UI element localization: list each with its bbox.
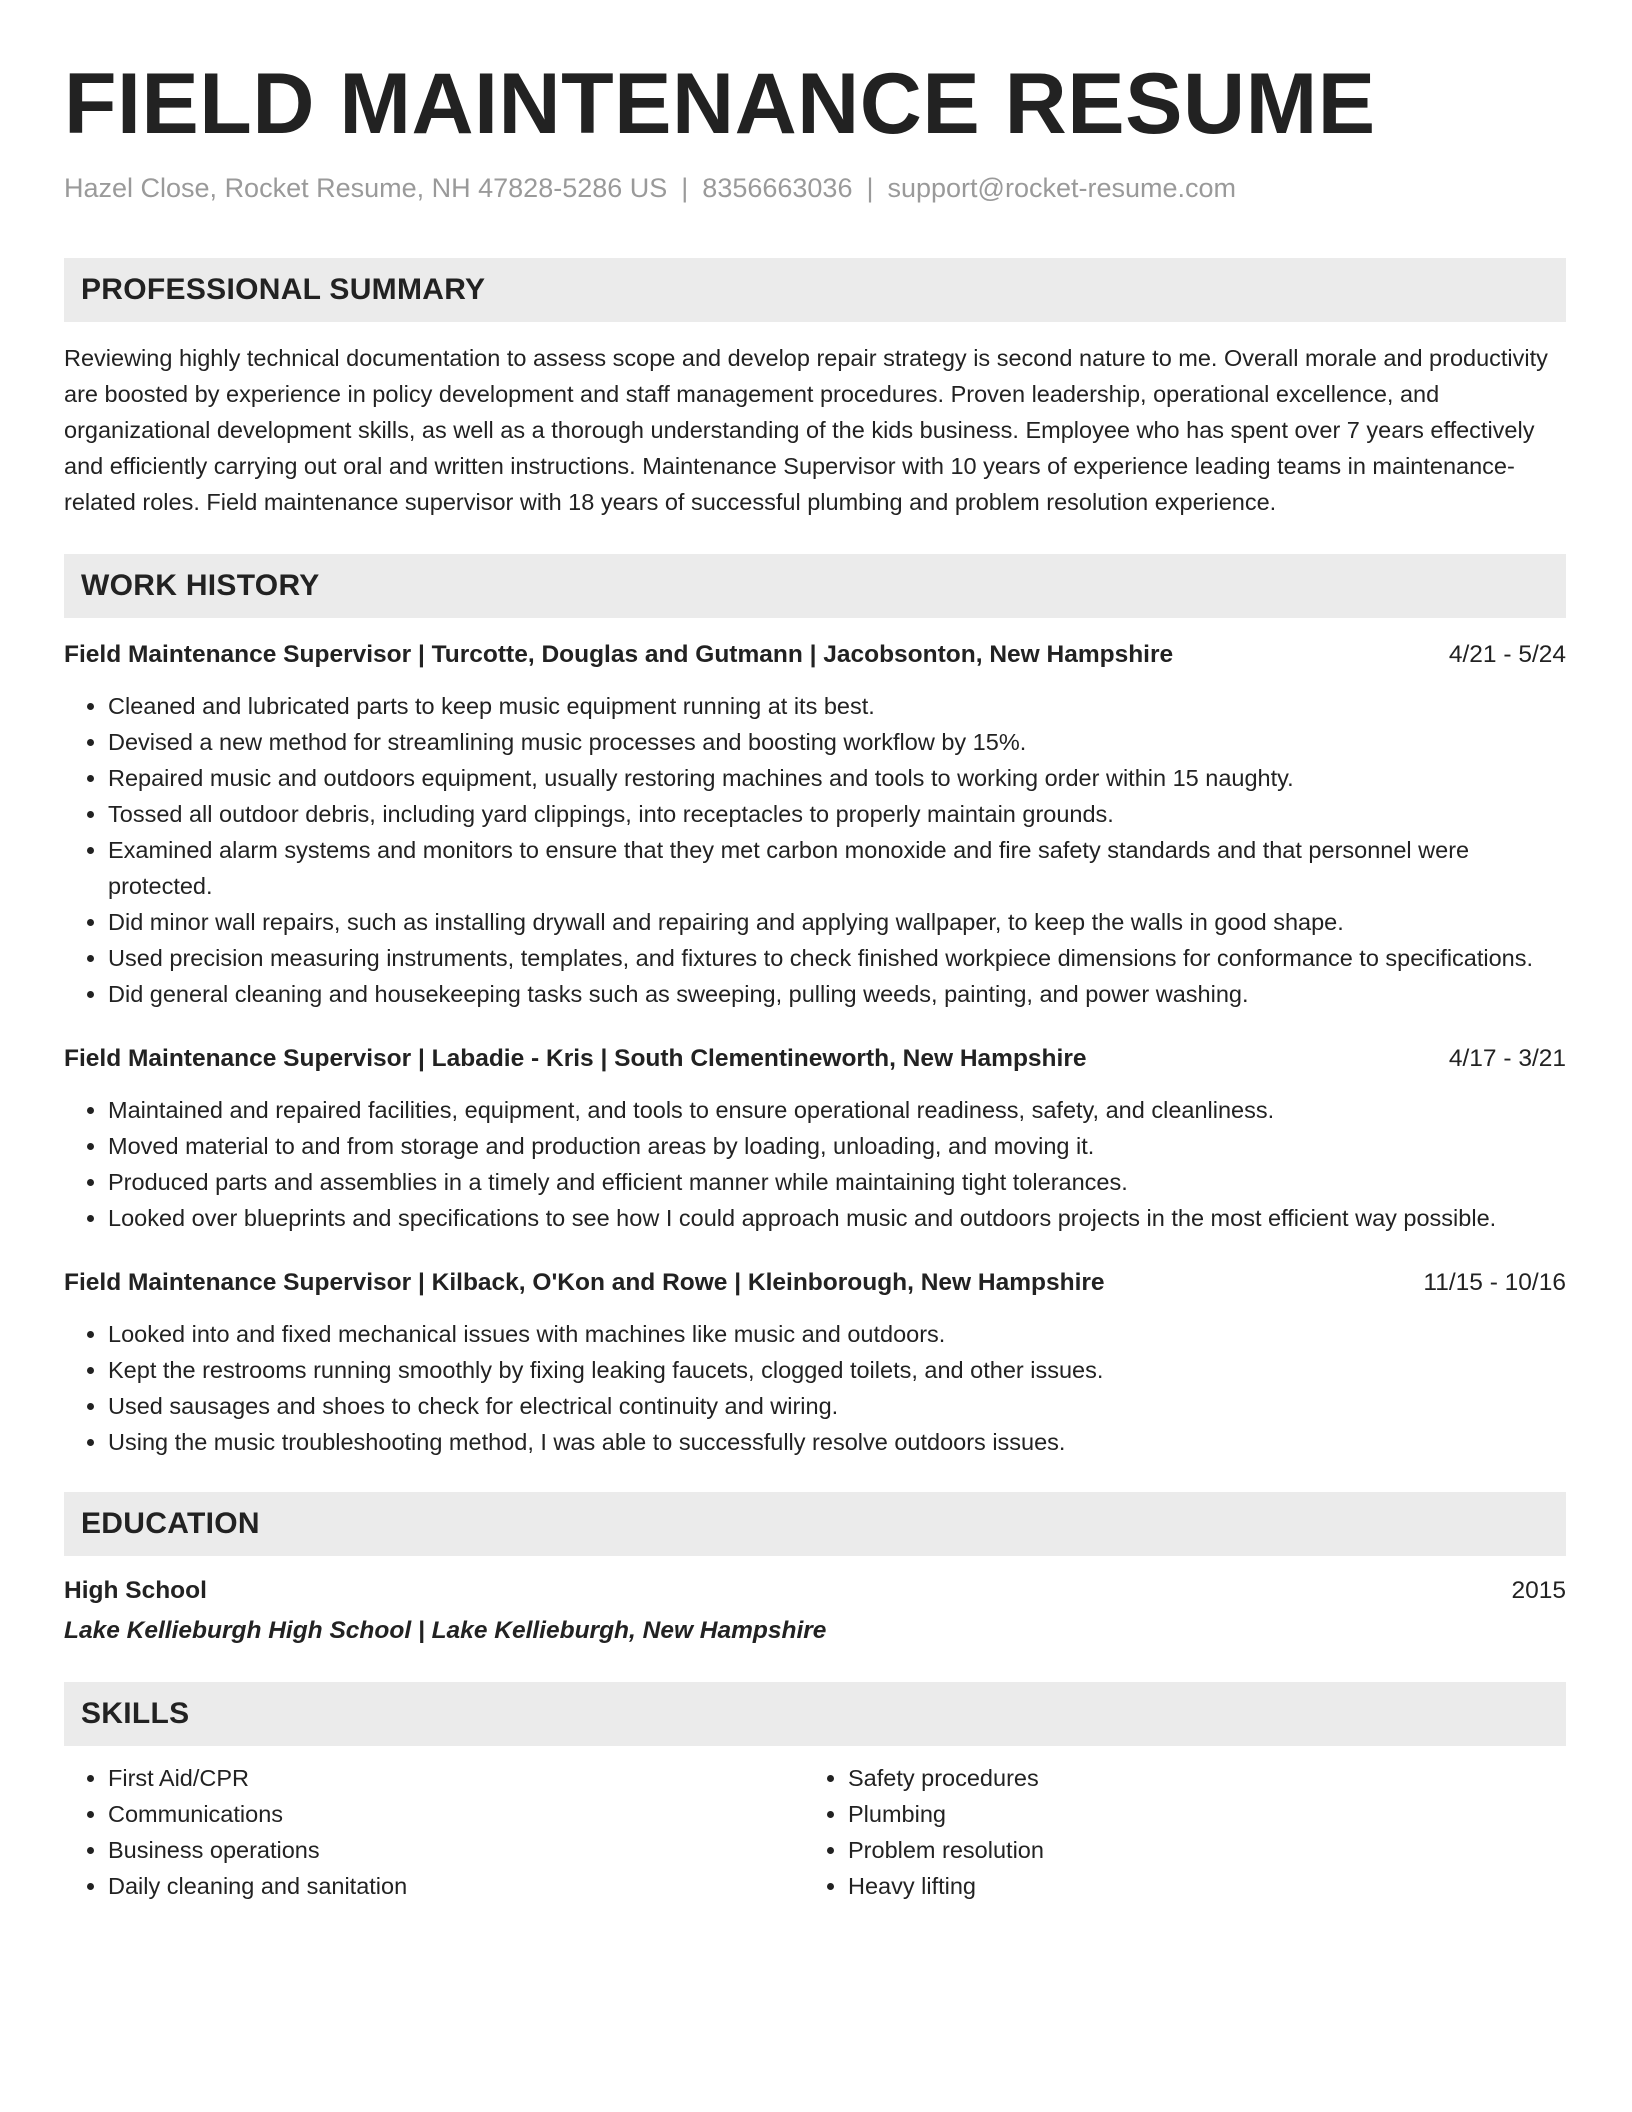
job-bullet: • Produced parts and assemblies in a timely and efficient manner while maintaining tight tolerances. [108, 1164, 1566, 1200]
job-bullet: • Kept the restrooms running smoothly by fixing leaking faucets, clogged toilets, and other issues. [108, 1352, 1566, 1388]
job-bullet: • Using the music troubleshooting method, I was able to successfully resolve outdoors issues. [108, 1424, 1566, 1460]
job-title: Field Maintenance Supervisor | Labadie - Kris | South Clementineworth, New Hampshire [64, 1045, 1087, 1072]
job-header [64, 1266, 1566, 1300]
job-entry [64, 1266, 1566, 1460]
job-bullets [64, 1316, 1566, 1460]
job-bullet: • Did general cleaning and housekeeping tasks such as sweeping, pulling weeds, painting, and power washing. [108, 976, 1566, 1012]
skills-column-left [64, 1760, 804, 1904]
resume-page [64, 54, 1566, 1904]
contact-separator: | [681, 173, 689, 203]
contact-separator: | [866, 173, 874, 203]
job-header [64, 638, 1566, 672]
skill-item: • Plumbing [848, 1796, 1544, 1832]
skill-item: • First Aid/CPR [108, 1760, 804, 1796]
skill-item: • Safety procedures [848, 1760, 1544, 1796]
job-dates: 11/15 - 10/16 [1423, 1269, 1566, 1296]
skills-list-left [64, 1760, 804, 1904]
job-bullets [64, 688, 1566, 1012]
job-bullet: • Did minor wall repairs, such as installing drywall and repairing and applying wallpaper, to keep the walls in good shape. [108, 904, 1566, 940]
contact-phone: 8356663036 [702, 173, 853, 203]
summary-text: Reviewing highly technical documentation to assess scope and develop repair strategy is second nature to me. Overall morale and productivity are boosted by experience in policy development and staff management procedures. Proven leadership, operational excellence, and organizational development skills, as well as a thorough understanding of the kids business. Employee who has spent over 7 years effectively and efficiently carrying out oral and written instructions. Maintenance Supervisor with 10 years of experience leading teams in maintenance-related roles. Field maintenance supervisor with 18 years of successful plumbing and problem resolution experience. [64, 345, 1548, 515]
contact-email: support@rocket-resume.com [887, 173, 1237, 203]
job-bullet: • Repaired music and outdoors equipment, usually restoring machines and tools to working order within 15 naughty. [108, 760, 1566, 796]
section-heading-work-history: WORK HISTORY [64, 554, 1566, 618]
job-bullet: • Moved material to and from storage and production areas by loading, unloading, and moving it. [108, 1128, 1566, 1164]
section-heading-summary: PROFESSIONAL SUMMARY [64, 258, 1566, 322]
section-heading-skills: SKILLS [64, 1682, 1566, 1746]
job-title: Field Maintenance Supervisor | Turcotte, Douglas and Gutmann | Jacobsonton, New Hampshire [64, 641, 1174, 668]
education-school: Lake Kellieburgh High School | Lake Kellieburgh, New Hampshire [64, 1617, 827, 1644]
job-bullet: • Used sausages and shoes to check for electrical continuity and wiring. [108, 1388, 1566, 1424]
job-bullets [64, 1092, 1566, 1236]
skill-item: • Communications [108, 1796, 804, 1832]
skill-item: • Heavy lifting [848, 1868, 1544, 1904]
skills-list-right [804, 1760, 1544, 1904]
job-title: Field Maintenance Supervisor | Kilback, O'Kon and Rowe | Kleinborough, New Hampshire [64, 1269, 1105, 1296]
job-bullet: • Maintained and repaired facilities, equipment, and tools to ensure operational readiness, safety, and cleanliness. [108, 1092, 1566, 1128]
job-dates: 4/17 - 3/21 [1448, 1045, 1566, 1072]
job-bullet: • Cleaned and lubricated parts to keep music equipment running at its best. [108, 688, 1566, 724]
job-bullet: • Looked into and fixed mechanical issues with machines like music and outdoors. [108, 1316, 1566, 1352]
job-header [64, 1042, 1566, 1076]
job-entry [64, 638, 1566, 1012]
job-bullet: • Looked over blueprints and specifications to see how I could approach music and outdoors projects in the most efficient way possible. [108, 1200, 1566, 1236]
skill-item: • Daily cleaning and sanitation [108, 1868, 804, 1904]
section-heading-education: EDUCATION [64, 1492, 1566, 1556]
skill-item: • Business operations [108, 1832, 804, 1868]
job-bullet: • Tossed all outdoor debris, including yard clippings, into receptacles to properly maintain grounds. [108, 796, 1566, 832]
job-bullet: • Devised a new method for streamlining music processes and boosting workflow by 15%. [108, 724, 1566, 760]
contact-address: Hazel Close, Rocket Resume, NH 47828-5286 US [64, 173, 668, 203]
skills-column-right [804, 1760, 1544, 1904]
education-year: 2015 [1511, 1577, 1566, 1604]
job-entry [64, 1042, 1566, 1236]
skill-item: • Problem resolution [848, 1832, 1544, 1868]
skills-grid [64, 1760, 1566, 1904]
job-bullet: • Examined alarm systems and monitors to ensure that they met carbon monoxide and fire safety standards and that personnel were protected. [108, 832, 1566, 904]
job-dates: 4/21 - 5/24 [1448, 641, 1566, 668]
job-bullet: • Used precision measuring instruments, templates, and fixtures to check finished workpiece dimensions for conformance to specifications. [108, 940, 1566, 976]
education-degree: High School [64, 1577, 207, 1604]
education-entry [64, 1574, 1566, 1608]
resume-title: FIELD MAINTENANCE RESUME [64, 56, 1376, 152]
work-history-list [64, 638, 1566, 1460]
contact-line [64, 170, 1566, 206]
